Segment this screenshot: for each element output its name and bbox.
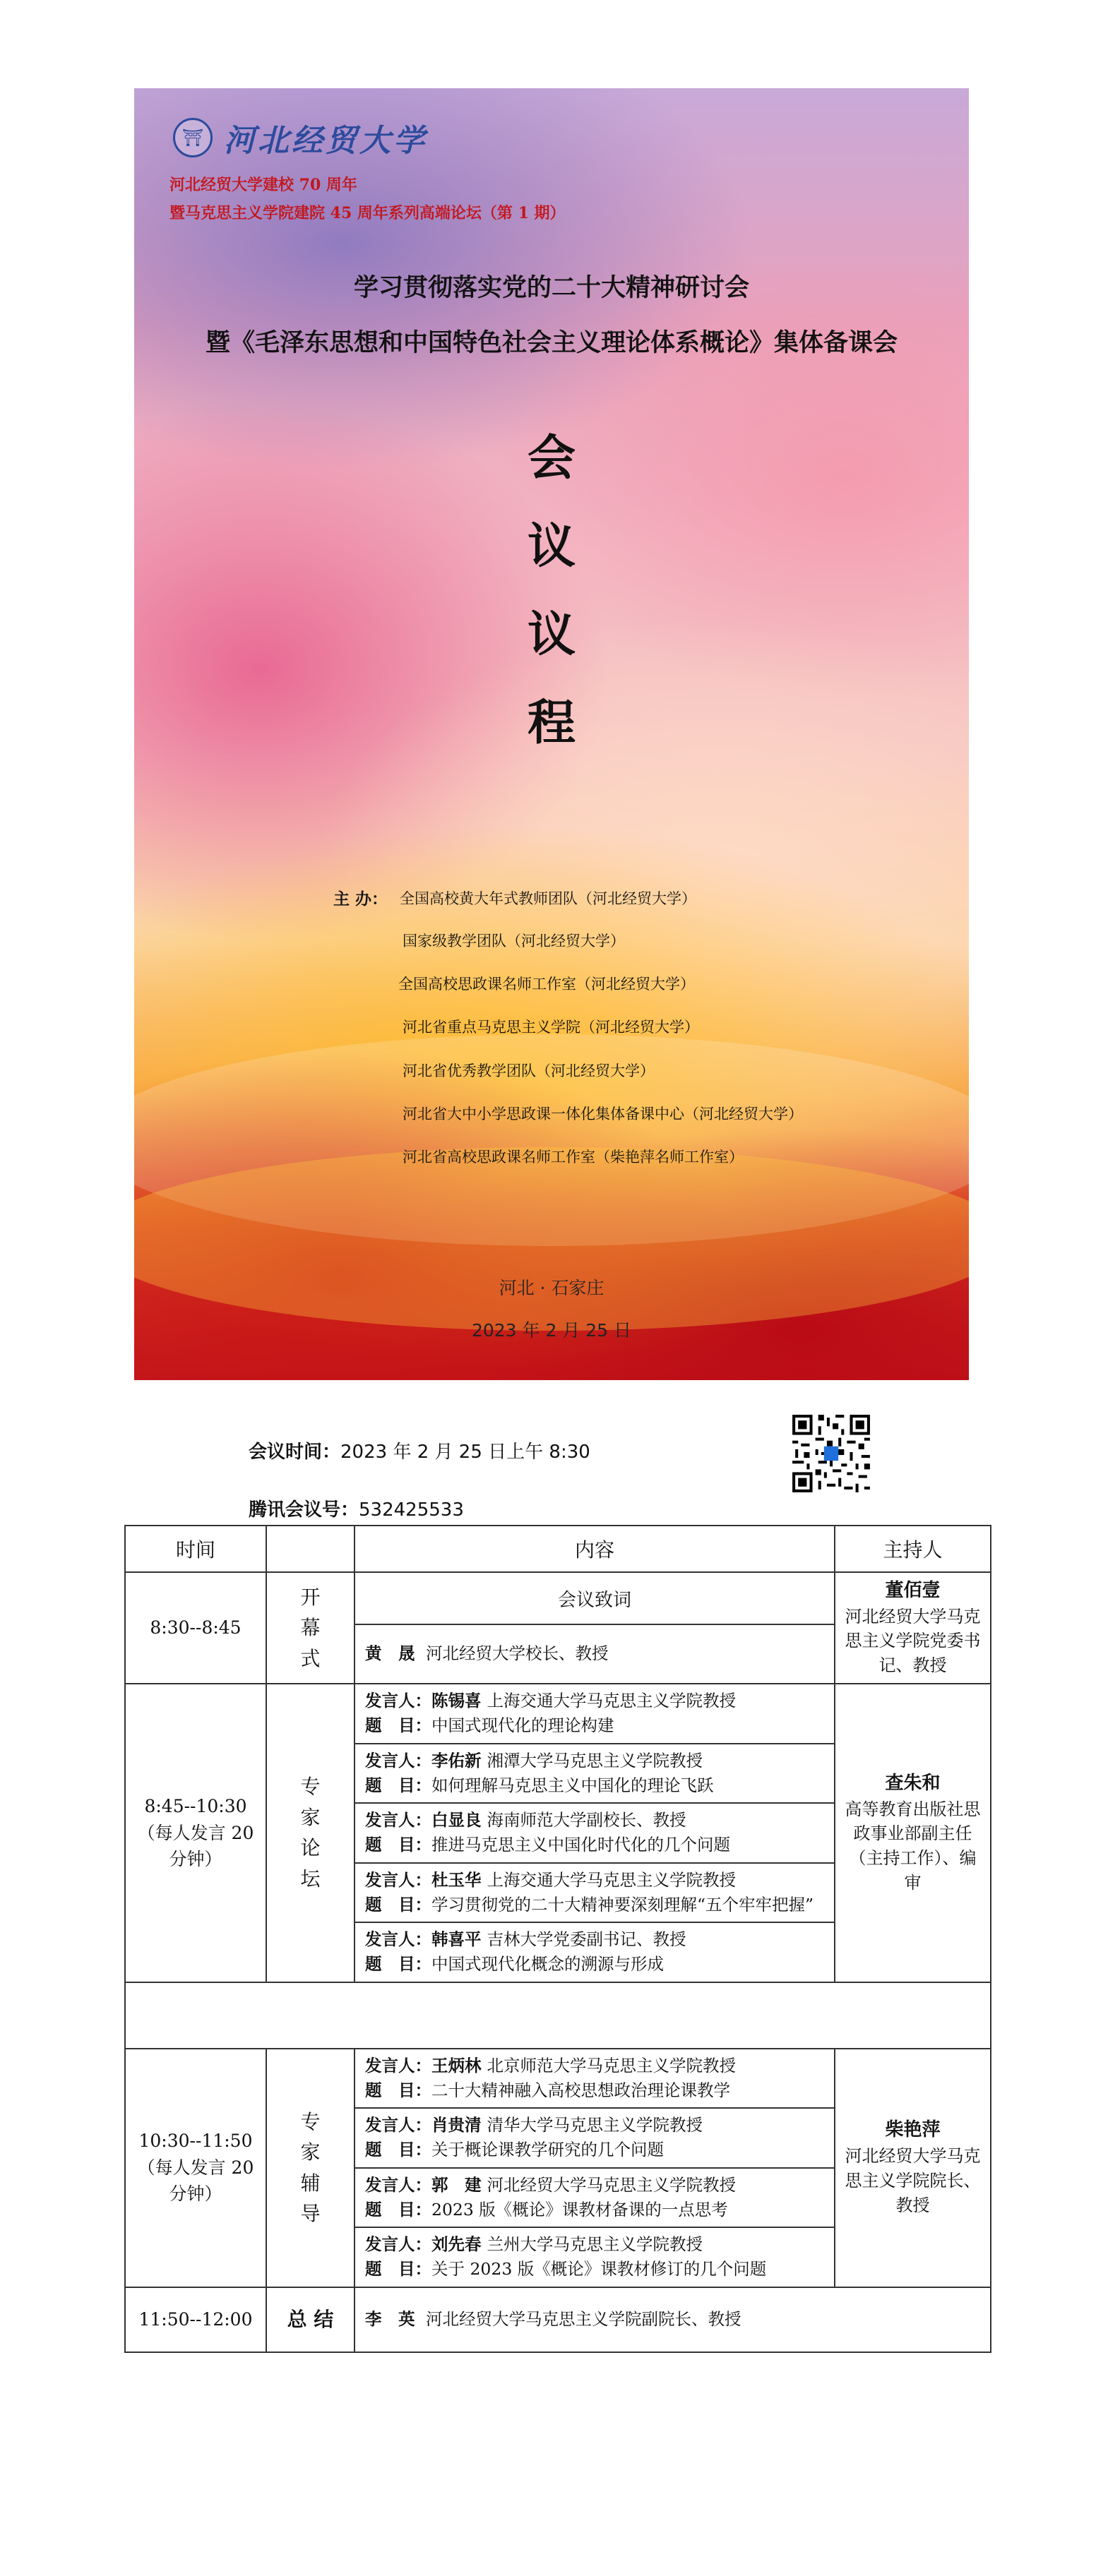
- topic-label: 题 目：: [365, 1715, 431, 1736]
- speaker-affiliation: 河北经贸大学马克思主义学院教授: [487, 2174, 736, 2195]
- topic-label: 题 目：: [365, 2080, 431, 2100]
- poster-cover: [134, 88, 969, 1380]
- talk-topic: 关于 2023 版《概论》课教材修订的几个问题: [431, 2259, 767, 2280]
- speaker-name: 肖贵清: [431, 2115, 482, 2135]
- organizer-item: 河北省优秀教学团队（河北经贸大学）: [403, 1062, 655, 1079]
- poster-subtitle-forum: 暨马克思主义学院建院 45 周年系列高端论坛（第 1 期）: [169, 204, 566, 222]
- organizer-item: 全国高校思政课名师工作室（河北经贸大学）: [398, 976, 695, 993]
- organizer-item: 河北省高校思政课名师工作室（柴艳萍名师工作室）: [403, 1149, 744, 1166]
- header-content: 内容: [355, 1526, 835, 1572]
- table-row: [125, 1684, 991, 1744]
- talk-topic: 中国式现代化概念的溯源与形成: [431, 1954, 664, 1975]
- speaker-name: 杜玉华: [431, 1869, 482, 1890]
- speaker-name: 刘先春: [431, 2234, 482, 2254]
- opening-speaker: [355, 1624, 835, 1684]
- speaker-label: 发言人：: [365, 1750, 431, 1771]
- speaker-name: 白显良: [431, 1810, 482, 1830]
- organizer-label: 主 办：: [333, 890, 388, 909]
- closing-time: 11:50--12:00: [125, 2287, 266, 2352]
- speaker-label: 发言人：: [365, 1691, 431, 1711]
- table-header-row: [125, 1526, 991, 1572]
- tencent-meeting-value: 532425533: [359, 1499, 464, 1521]
- forum-talk-3: [355, 1803, 835, 1863]
- university-logo-text: 河北经贸大学: [224, 123, 427, 159]
- host-description: 河北经贸大学马克思主义学院院长、教授: [845, 2146, 981, 2215]
- guidance-time-range: 10:30--11:50: [138, 2131, 253, 2152]
- topic-label: 题 目：: [365, 1775, 431, 1795]
- speaker-name: 王炳林: [431, 2055, 482, 2075]
- forum-talk-4: [355, 1863, 835, 1923]
- opening-welcome: 会议致词: [355, 1572, 835, 1624]
- break-cell: [125, 1982, 991, 2049]
- guidance-session: [266, 2049, 355, 2287]
- forum-time: [125, 1684, 266, 1982]
- header-host: 主持人: [835, 1526, 991, 1572]
- guidance-host: [835, 2049, 991, 2287]
- poster-title-secondary: 暨《毛泽东思想和中国特色社会主义理论体系概论》集体备课会: [205, 329, 898, 357]
- speaker-name: 李 英: [365, 2308, 415, 2329]
- speaker-affiliation: 湘潭大学马克思主义学院教授: [487, 1750, 703, 1771]
- topic-label: 题 目：: [365, 1894, 431, 1915]
- topic-label: 题 目：: [365, 2140, 431, 2160]
- forum-time-range: 8:45--10:30: [144, 1796, 247, 1816]
- opening-session: [266, 1572, 355, 1684]
- table-row: [125, 1572, 991, 1624]
- organizer-item: 河北省大中小学思政课一体化集体备课中心（河北经贸大学）: [403, 1106, 803, 1122]
- speaker-name: 韩喜平: [431, 1929, 482, 1949]
- tencent-meeting-label: 腾讯会议号：: [249, 1499, 359, 1521]
- topic-label: 题 目：: [365, 1954, 431, 1975]
- guidance-talk-2: [355, 2108, 835, 2168]
- topic-label: 题 目：: [365, 2199, 431, 2219]
- poster-date: 2023 年 2 月 25 日: [471, 1320, 632, 1341]
- guidance-talk-3: [355, 2168, 835, 2228]
- guidance-time-note: （每人发言 20 分钟）: [137, 2157, 254, 2205]
- host-description: 高等教育出版社思政事业部副主任（主持工作）、编审: [845, 1799, 981, 1893]
- speaker-description: 河北经贸大学马克思主义学院副院长、教授: [425, 2308, 741, 2329]
- speaker-label: 发言人：: [365, 1929, 431, 1949]
- speaker-name: 陈锡喜: [431, 1691, 482, 1711]
- closing-speaker: [355, 2287, 991, 2352]
- speaker-label: 发言人：: [365, 1869, 431, 1890]
- opening-time: 8:30--8:45: [125, 1572, 266, 1684]
- guidance-time: [125, 2049, 266, 2287]
- speaker-name: 李佑新: [431, 1750, 482, 1771]
- meeting-time-value: 2023 年 2 月 25 日上午 8:30: [340, 1442, 590, 1463]
- host-name: 柴艳萍: [885, 2119, 941, 2141]
- organizer-item: 河北省重点马克思主义学院（河北经贸大学）: [403, 1019, 699, 1036]
- poster-subtitle-anniversary: 河北经贸大学建校 70 周年: [169, 176, 357, 194]
- speaker-affiliation: 上海交通大学马克思主义学院教授: [487, 1691, 736, 1711]
- forum-talk-1: [355, 1684, 835, 1744]
- meeting-time-label: 会议时间：: [249, 1442, 341, 1463]
- speaker-name: 郭 建: [431, 2174, 482, 2195]
- speaker-affiliation: 清华大学马克思主义学院教授: [487, 2115, 703, 2135]
- header-time: 时间: [125, 1526, 266, 1572]
- forum-session-label: 专家论坛: [300, 1775, 321, 1891]
- poster-title-main: 学习贯彻落实党的二十大精神研讨会: [353, 274, 749, 302]
- poster-big-char: 议: [527, 519, 576, 575]
- topic-label: 题 目：: [365, 2259, 431, 2280]
- guidance-talk-4: [355, 2227, 835, 2287]
- speaker-affiliation: 上海交通大学马克思主义学院教授: [487, 1869, 736, 1890]
- agenda-table: [124, 1525, 991, 2353]
- speaker-affiliation: 北京师范大学马克思主义学院教授: [487, 2055, 736, 2075]
- forum-host: [835, 1684, 991, 1982]
- poster-wave-decoration: [134, 1147, 969, 1331]
- talk-topic: 中国式现代化的理论构建: [431, 1715, 614, 1736]
- host-name: 查朱和: [885, 1772, 941, 1794]
- speaker-affiliation: 兰州大学马克思主义学院教授: [487, 2234, 703, 2254]
- table-row: [125, 2287, 991, 2352]
- opening-host: [835, 1572, 991, 1684]
- tencent-meeting-id: [249, 1495, 464, 1521]
- topic-label: 题 目：: [365, 1835, 431, 1855]
- qr-code-icon[interactable]: [790, 1412, 873, 1495]
- forum-talk-2: [355, 1744, 835, 1804]
- host-name: 董佰壹: [885, 1579, 941, 1601]
- speaker-description: 河北经贸大学校长、教授: [425, 1643, 609, 1664]
- speaker-affiliation: 吉林大学党委副书记、教授: [487, 1929, 686, 1949]
- speaker-label: 发言人：: [365, 2174, 431, 2195]
- speaker-label: 发言人：: [365, 2055, 431, 2075]
- speaker-label: 发言人：: [365, 2234, 431, 2254]
- host-description: 河北经贸大学马克思主义学院党委书记、教授: [845, 1606, 981, 1676]
- speaker-label: 发言人：: [365, 2115, 431, 2135]
- header-session: [266, 1526, 355, 1572]
- organizer-item: 国家级教学团队（河北经贸大学）: [403, 933, 625, 949]
- speaker-label: 发言人：: [365, 1810, 431, 1830]
- forum-time-note: （每人发言 20 分钟）: [137, 1822, 254, 1869]
- talk-topic: 学习贯彻党的二十大精神要深刻理解“五个牢牢把握”: [431, 1894, 814, 1915]
- talk-topic: 如何理解马克思主义中国化的理论飞跃: [431, 1775, 714, 1795]
- university-logo: [173, 115, 427, 160]
- poster-big-char: 议: [527, 607, 576, 663]
- table-break-row: [125, 1982, 991, 2049]
- guidance-session-label: 专家辅导: [300, 2109, 321, 2225]
- talk-topic: 二十大精神融入高校思想政治理论课教学: [431, 2080, 730, 2100]
- table-row: [125, 2049, 991, 2109]
- talk-topic: 2023 版《概论》课教材备课的一点思考: [431, 2199, 728, 2219]
- forum-session: [266, 1684, 355, 1982]
- meeting-time: [249, 1437, 590, 1463]
- organizer-item: 全国高校黄大年式教师团队（河北经贸大学）: [400, 890, 696, 907]
- poster-place: 河北 · 石家庄: [499, 1278, 604, 1298]
- poster-big-char: 会: [527, 431, 576, 486]
- guidance-talk-1: [355, 2049, 835, 2109]
- closing-session: 总 结: [266, 2287, 355, 2352]
- speaker-name: 黄 晟: [365, 1643, 415, 1664]
- talk-topic: 关于概论课教学研究的几个问题: [431, 2140, 664, 2160]
- opening-session-label: 开幕式: [300, 1585, 321, 1670]
- forum-talk-5: [355, 1922, 835, 1982]
- university-emblem-icon: ⛩: [173, 118, 213, 157]
- speaker-affiliation: 海南师范大学副校长、教授: [487, 1810, 686, 1830]
- talk-topic: 推进马克思主义中国化时代化的几个问题: [431, 1835, 730, 1855]
- poster-big-char: 程: [527, 695, 576, 751]
